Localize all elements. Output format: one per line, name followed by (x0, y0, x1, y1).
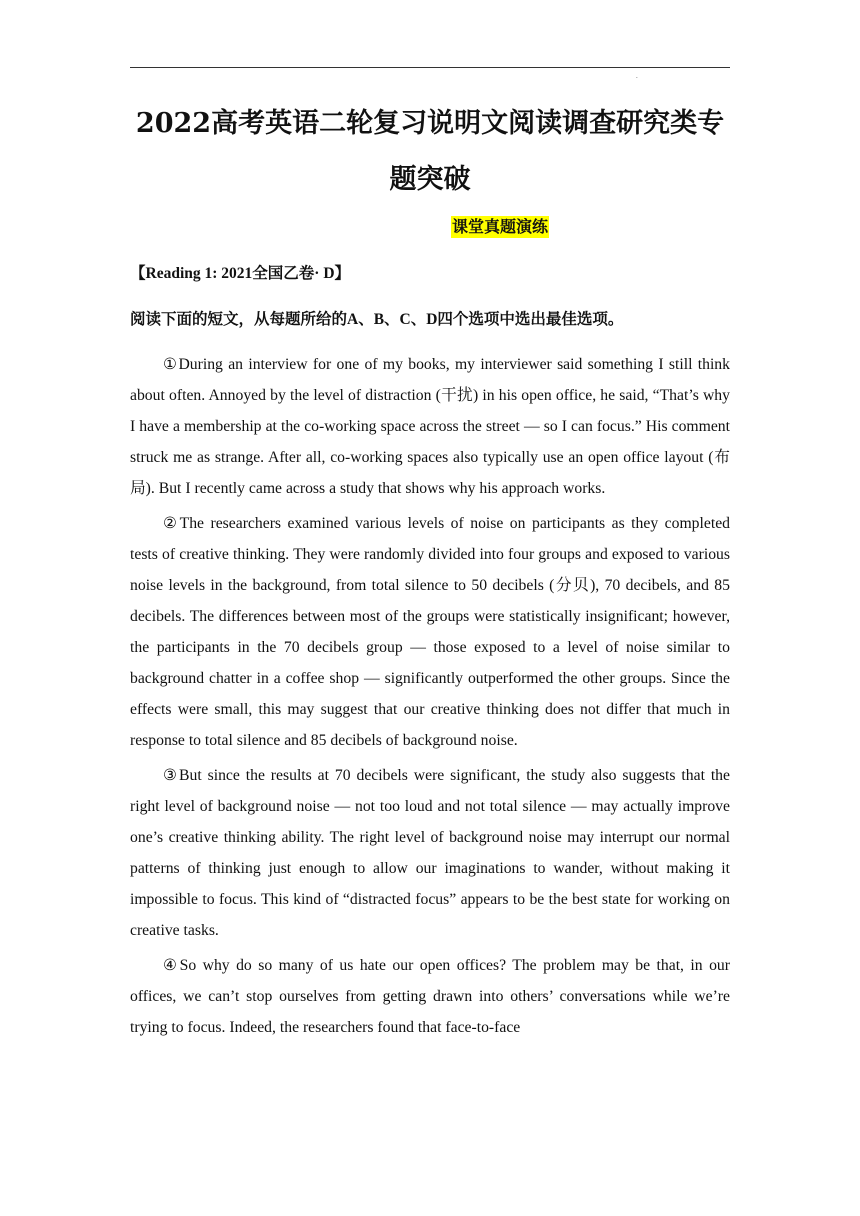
page-title: 2022高考英语二轮复习说明文阅读调查研究类专题突破 (135, 108, 725, 195)
instruction-text: 阅读下面的短文，从每题所给的A、B、C、D四个选项中选出最佳选项。 (130, 311, 624, 328)
paragraph-3: ③But since the results at 70 decibels were significant, the study also suggests that the right level of background noise — not too loud and not total silence — may actually improve one’s creative thinking ability. The right level of background noise may interrupt our normal patterns of thinking just enough to allow our imaginations to wander, without making it impossible to focus. This kind of “distracted focus” appears to be the best state for working on creative tasks. (130, 767, 730, 939)
paragraph-1: ①During an interview for one of my books, my interviewer said something I still think about often. Annoyed by the level of distraction (干扰) in his open office, he said, “That’s why I have a membership at the co-working space across the street — so I can focus.” His comment struck me as strange. After all, co-working spaces also typically use an open office layout (布局). But I recently came across a study that shows why his approach works. (130, 356, 730, 497)
header-dot: . (636, 72, 638, 80)
header-rule (130, 67, 730, 68)
subtitle-wrap (130, 216, 860, 238)
paragraph-2: ②The researchers examined various levels of noise on participants as they completed tests of creative thinking. They were randomly divided into four groups and exposed to various noise levels in the background, from total silence to 50 decibels (分贝), 70 decibels, and 85 decibels. The differences between most of the groups were statistically insignificant; however, the participants in the 70 decibels group — those exposed to a level of noise similar to background chatter in a coffee shop — significantly outperformed the other groups. Since the effects were small, this may suggest that our creative thinking does not differ that much in response to total silence and 85 decibels of background noise. (130, 515, 730, 749)
highlighted-subtitle: 课堂真题演练 (451, 217, 548, 236)
paragraph-4: ④So why do so many of us hate our open offices? The problem may be that, in our offices, we can’t stop ourselves from getting drawn into others’ conversations while we’re trying to focus. Indeed, the researchers found that face-to-face (130, 957, 730, 1036)
section-label: 【Reading 1: 2021全国乙卷· D】 (130, 265, 351, 282)
reading-passage (130, 349, 730, 1047)
